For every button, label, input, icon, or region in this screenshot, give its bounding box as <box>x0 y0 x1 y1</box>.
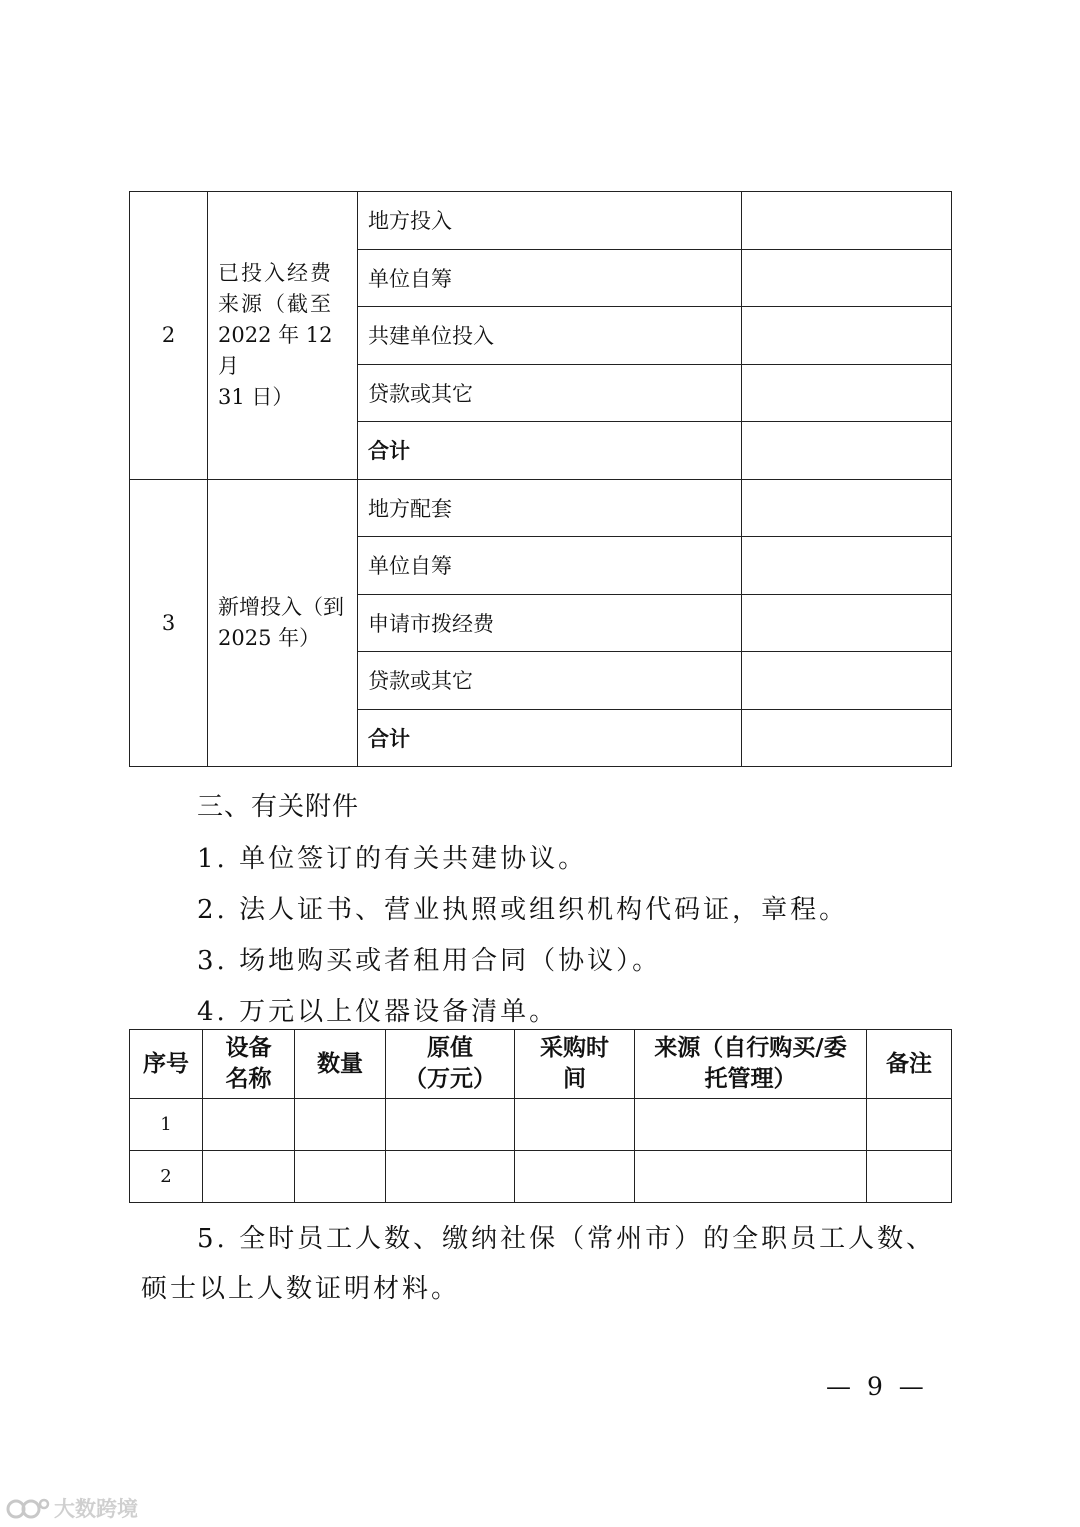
category-line: 2022 年 12 月 <box>218 322 333 378</box>
attachment-item: 3. 场地购买或者租用合同（协议）。 <box>197 946 662 976</box>
equipment-table <box>129 1029 952 1203</box>
header-text: 间 <box>563 1066 586 1092</box>
header-text: 来源（自行购买/委 <box>654 1035 847 1061</box>
category-line: 已投入经费 <box>218 260 333 285</box>
funding-table <box>129 191 952 767</box>
item-label: 共建单位投入 <box>358 307 742 365</box>
category-line: 来源（截至 <box>218 291 333 316</box>
amount-cell <box>742 249 952 307</box>
item-label: 单位自筹 <box>358 249 742 307</box>
category-cell <box>208 192 358 480</box>
category-line: 2025 年） <box>218 625 321 650</box>
attachment-item: 2. 法人证书、营业执照或组织机构代码证，章程。 <box>197 895 849 925</box>
watermark-text: 大数跨境 <box>54 1497 138 1521</box>
header-cell <box>130 1030 203 1099</box>
table-cell <box>867 1099 952 1151</box>
table-cell <box>386 1099 515 1151</box>
header-cell <box>295 1030 386 1099</box>
table-cell <box>386 1151 515 1203</box>
row-number: 3 <box>130 479 208 767</box>
row-number: 2 <box>130 192 208 480</box>
table-cell <box>515 1099 635 1151</box>
header-text: 采购时 <box>540 1035 609 1061</box>
header-text: 原值 <box>427 1035 473 1061</box>
item-label: 单位自筹 <box>358 537 742 595</box>
item-label: 申请市拨经费 <box>358 594 742 652</box>
table-cell <box>295 1099 386 1151</box>
amount-cell <box>742 192 952 250</box>
row-number: 1 <box>130 1099 203 1151</box>
amount-cell <box>742 709 952 767</box>
watermark <box>6 1493 138 1523</box>
amount-cell <box>742 364 952 422</box>
table-row <box>130 1151 952 1203</box>
section-heading: 三、有关附件 <box>197 792 360 822</box>
amount-cell <box>742 422 952 480</box>
header-cell <box>515 1030 635 1099</box>
header-text: 序号 <box>143 1050 189 1077</box>
category-cell <box>208 479 358 767</box>
item-label: 地方投入 <box>358 192 742 250</box>
table-row <box>130 192 952 250</box>
row-number: 2 <box>130 1151 203 1203</box>
table-cell <box>635 1099 867 1151</box>
table-header-row <box>130 1030 952 1099</box>
item-label: 地方配套 <box>358 479 742 537</box>
header-cell <box>203 1030 295 1099</box>
amount-cell <box>742 594 952 652</box>
header-text: 名称 <box>225 1066 272 1092</box>
category-line: 31 日） <box>218 384 294 409</box>
table-cell <box>203 1151 295 1203</box>
item-label: 贷款或其它 <box>358 364 742 422</box>
item-label: 贷款或其它 <box>358 652 742 710</box>
attachment-item: 1. 单位签订的有关共建协议。 <box>197 844 588 874</box>
watermark-logo-icon <box>6 1495 50 1521</box>
amount-cell <box>742 307 952 365</box>
attachment-item: 4. 万元以上仪器设备清单。 <box>197 997 559 1027</box>
header-text: （万元） <box>404 1066 496 1092</box>
page-number: — 9 — <box>826 1372 928 1401</box>
header-text: 数量 <box>317 1050 363 1077</box>
total-label: 合计 <box>358 422 742 480</box>
header-text: 托管理） <box>704 1066 797 1092</box>
header-cell <box>386 1030 515 1099</box>
header-text: 设备 <box>225 1035 272 1061</box>
table-cell <box>295 1151 386 1203</box>
table-row <box>130 479 952 537</box>
table-cell <box>515 1151 635 1203</box>
header-text: 备注 <box>886 1050 932 1077</box>
category-line: 新增投入（到 <box>218 594 344 619</box>
table-row <box>130 1099 952 1151</box>
header-cell <box>635 1030 867 1099</box>
table-cell <box>635 1151 867 1203</box>
header-cell <box>867 1030 952 1099</box>
attachment-item: 5. 全时员工人数、缴纳社保（常州市）的全职员工人数、 <box>197 1224 936 1254</box>
total-label: 合计 <box>358 709 742 767</box>
table-cell <box>867 1151 952 1203</box>
amount-cell <box>742 652 952 710</box>
amount-cell <box>742 537 952 595</box>
attachment-item-continued: 硕士以上人数证明材料。 <box>141 1274 461 1304</box>
amount-cell <box>742 479 952 537</box>
table-cell <box>203 1099 295 1151</box>
